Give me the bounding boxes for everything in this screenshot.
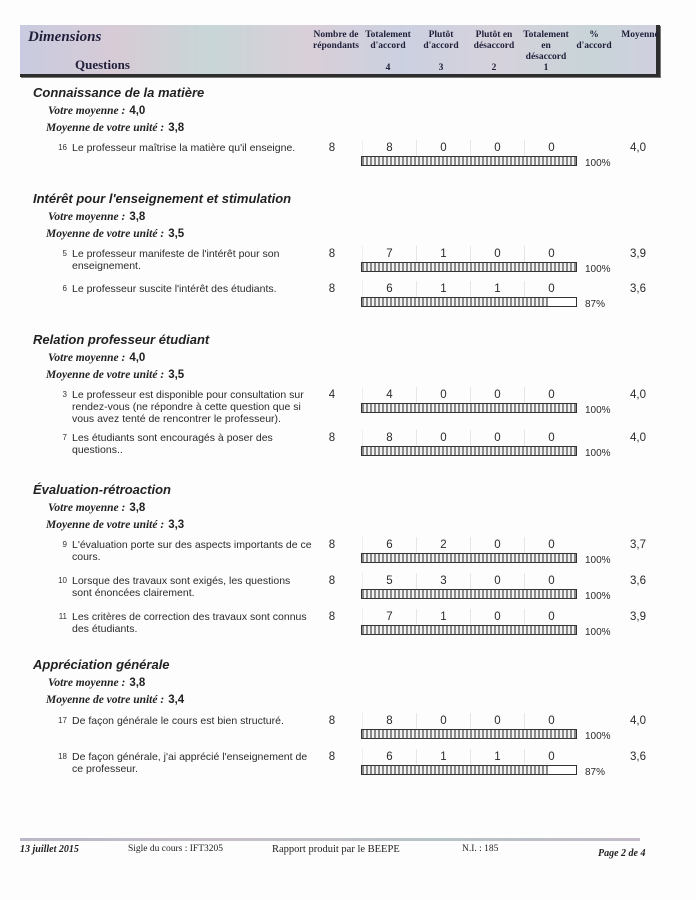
agreement-pct: 100% <box>585 627 611 638</box>
your-average-value: 4,0 <box>129 105 146 117</box>
section-title: Intérêt pour l'enseignement et stimulation <box>33 191 292 206</box>
count-4: 7 <box>362 609 416 625</box>
count-2: 0 <box>470 713 524 729</box>
question-number: 7 <box>62 433 67 442</box>
question-text: De façon générale le cours est bien structuré. <box>72 715 284 727</box>
col-rather-agree: Plutôt d'accord <box>423 30 459 51</box>
count-3: 0 <box>416 387 470 403</box>
agreement-pct: 100% <box>585 591 611 602</box>
count-3: 1 <box>416 281 470 297</box>
your-average-value: 3,8 <box>129 502 146 514</box>
question-number: 18 <box>58 752 67 761</box>
unit-average-value: 3,5 <box>168 228 185 240</box>
count-1: 0 <box>524 749 578 765</box>
count-3: 1 <box>416 246 470 262</box>
count-3: 0 <box>416 140 470 156</box>
count-3: 1 <box>416 749 470 765</box>
section-title: Appréciation générale <box>33 657 170 672</box>
your-average <box>48 677 145 689</box>
count-2: 0 <box>470 573 524 589</box>
agreement-bar <box>361 589 577 599</box>
agreement-bar-fill <box>362 626 576 634</box>
count-1: 0 <box>524 609 578 625</box>
response-counts <box>362 609 578 625</box>
unit-average-label: Moyenne de votre unité : <box>46 519 165 531</box>
count-3: 3 <box>416 573 470 589</box>
count-3: 2 <box>416 537 470 553</box>
respondents-count: 8 <box>328 539 336 551</box>
question-text: L'évaluation porte sur des aspects importants de ce cours. <box>72 539 312 563</box>
question-mean: 4,0 <box>630 715 646 727</box>
count-3: 1 <box>416 609 470 625</box>
unit-average-label: Moyenne de votre unité : <box>46 122 165 134</box>
count-1: 0 <box>524 573 578 589</box>
count-1: 0 <box>524 713 578 729</box>
count-2: 0 <box>470 246 524 262</box>
question-text: Le professeur suscite l'intérêt des étudiants. <box>72 283 277 295</box>
agreement-pct: 100% <box>585 264 611 275</box>
agreement-bar-fill <box>362 404 576 412</box>
question-text: De façon générale, j'ai apprécié l'enseignement de ce professeur. <box>72 751 308 775</box>
footer-produced-by: Rapport produit par le BEEPE <box>272 844 400 855</box>
agreement-pct: 87% <box>585 299 606 310</box>
question-mean: 4,0 <box>630 142 646 154</box>
agreement-bar-fill <box>362 554 576 562</box>
question-mean: 4,0 <box>630 389 646 401</box>
footer-ni: N.I. : 185 <box>462 844 499 854</box>
respondents-count: 8 <box>328 283 336 295</box>
response-counts <box>362 140 578 156</box>
agreement-pct: 87% <box>585 767 606 778</box>
question-text: Le professeur manifeste de l'intérêt pour son enseignement. <box>72 248 280 272</box>
unit-average-value: 3,8 <box>168 122 185 134</box>
unit-average <box>46 694 184 706</box>
col-rather-disagree: Plutôt en désaccord <box>473 30 515 51</box>
question-number: 16 <box>58 143 67 152</box>
response-counts <box>362 246 578 262</box>
agreement-bar <box>361 625 577 635</box>
footer-date: 13 juillet 2015 <box>20 844 79 855</box>
your-average-label: Votre moyenne : <box>48 211 126 223</box>
question-mean: 3,6 <box>630 283 646 295</box>
your-average-label: Votre moyenne : <box>48 502 126 514</box>
question-number: 6 <box>62 284 67 293</box>
question-text: Lorsque des travaux sont exigés, les questions sont énoncées clairement. <box>72 575 291 599</box>
footer-divider <box>20 838 640 841</box>
respondents-count: 8 <box>328 248 336 260</box>
scale-1: 1 <box>543 63 549 73</box>
count-1: 0 <box>524 281 578 297</box>
count-2: 0 <box>470 609 524 625</box>
respondents-count: 4 <box>328 389 336 401</box>
unit-average-label: Moyenne de votre unité : <box>46 369 165 381</box>
agreement-bar-fill <box>362 263 576 271</box>
unit-average <box>46 228 184 240</box>
response-counts <box>362 387 578 403</box>
your-average <box>48 502 145 514</box>
count-3: 0 <box>416 713 470 729</box>
your-average <box>48 352 145 364</box>
unit-average-value: 3,3 <box>168 519 185 531</box>
respondents-count: 8 <box>328 575 336 587</box>
dimensions-label: Dimensions <box>28 29 102 45</box>
agreement-bar-fill <box>362 447 576 455</box>
response-counts <box>362 573 578 589</box>
agreement-pct: 100% <box>585 555 611 566</box>
unit-average-label: Moyenne de votre unité : <box>46 694 165 706</box>
count-1: 0 <box>524 140 578 156</box>
count-4: 6 <box>362 537 416 553</box>
col-mean: Moyenne <box>621 30 659 40</box>
your-average-value: 4,0 <box>129 352 146 364</box>
agreement-bar <box>361 446 577 456</box>
count-2: 0 <box>470 387 524 403</box>
count-4: 8 <box>362 430 416 446</box>
agreement-bar <box>361 729 577 739</box>
question-mean: 3,9 <box>630 611 646 623</box>
agreement-bar-fill <box>362 730 576 738</box>
agreement-bar-fill <box>362 590 576 598</box>
section-title: Relation professeur étudiant <box>33 332 210 347</box>
agreement-bar-fill <box>362 766 548 774</box>
count-1: 0 <box>524 246 578 262</box>
agreement-pct: 100% <box>585 731 611 742</box>
count-2: 0 <box>470 140 524 156</box>
footer-page-number: Page 2 de 4 <box>598 848 646 859</box>
your-average-label: Votre moyenne : <box>48 352 126 364</box>
count-4: 8 <box>362 713 416 729</box>
respondents-count: 8 <box>328 751 336 763</box>
response-counts <box>362 749 578 765</box>
your-average-label: Votre moyenne : <box>48 105 126 117</box>
questions-label: Questions <box>75 57 130 72</box>
unit-average <box>46 122 184 134</box>
scale-4: 4 <box>385 63 391 73</box>
your-average-value: 3,8 <box>129 211 146 223</box>
question-text: Le professeur est disponible pour consultation sur rendez-vous (ne répondre à cette question que si vous avez tenté de rencontrer le professeur). <box>72 389 304 425</box>
agreement-bar-fill <box>362 298 548 306</box>
agreement-pct: 100% <box>585 158 611 169</box>
response-counts <box>362 281 578 297</box>
agreement-bar-fill <box>362 157 576 165</box>
count-1: 0 <box>524 387 578 403</box>
table-header <box>20 25 660 77</box>
agreement-bar <box>361 403 577 413</box>
count-2: 0 <box>470 430 524 446</box>
agreement-bar <box>361 765 577 775</box>
col-respondents: Nombre de répondants <box>313 30 359 51</box>
question-number: 17 <box>58 716 67 725</box>
count-4: 8 <box>362 140 416 156</box>
respondents-count: 8 <box>328 142 336 154</box>
unit-average <box>46 519 184 531</box>
question-mean: 3,7 <box>630 539 646 551</box>
question-text: Les critères de correction des travaux sont connus des étudiants. <box>72 611 307 635</box>
count-4: 4 <box>362 387 416 403</box>
agreement-pct: 100% <box>585 405 611 416</box>
count-3: 0 <box>416 430 470 446</box>
question-mean: 4,0 <box>630 432 646 444</box>
response-counts <box>362 713 578 729</box>
respondents-count: 8 <box>328 611 336 623</box>
your-average-label: Votre moyenne : <box>48 677 126 689</box>
question-mean: 3,6 <box>630 575 646 587</box>
response-counts <box>362 430 578 446</box>
count-4: 6 <box>362 281 416 297</box>
question-number: 5 <box>62 249 67 258</box>
agreement-pct: 100% <box>585 448 611 459</box>
your-average-value: 3,8 <box>129 677 146 689</box>
count-2: 1 <box>470 281 524 297</box>
unit-average <box>46 369 184 381</box>
respondents-count: 8 <box>328 432 336 444</box>
agreement-bar <box>361 297 577 307</box>
scale-2: 2 <box>491 63 497 73</box>
unit-average-label: Moyenne de votre unité : <box>46 228 165 240</box>
agreement-bar <box>361 262 577 272</box>
count-1: 0 <box>524 537 578 553</box>
count-4: 7 <box>362 246 416 262</box>
count-2: 1 <box>470 749 524 765</box>
question-number: 3 <box>62 390 67 399</box>
question-number: 9 <box>62 540 67 549</box>
footer-course-code: Sigle du cours : IFT3205 <box>128 844 223 854</box>
question-mean: 3,9 <box>630 248 646 260</box>
col-totally-disagree: Totalement en désaccord <box>523 30 569 62</box>
unit-average-value: 3,5 <box>168 369 185 381</box>
col-totally-agree: Totalement d'accord <box>365 30 411 51</box>
section-title: Évaluation-rétroaction <box>33 482 171 497</box>
response-counts <box>362 537 578 553</box>
question-text: Les étudiants sont encouragés à poser des questions.. <box>72 432 273 456</box>
section-title: Connaissance de la matière <box>33 85 205 100</box>
question-number: 11 <box>58 612 67 621</box>
question-text: Le professeur maîtrise la matière qu'il enseigne. <box>72 142 296 154</box>
col-pct-agree: % d'accord <box>576 30 612 51</box>
agreement-bar <box>361 156 577 166</box>
unit-average-value: 3,4 <box>168 694 185 706</box>
count-1: 0 <box>524 430 578 446</box>
question-mean: 3,6 <box>630 751 646 763</box>
scale-3: 3 <box>438 63 444 73</box>
count-4: 5 <box>362 573 416 589</box>
your-average <box>48 105 145 117</box>
respondents-count: 8 <box>328 715 336 727</box>
count-4: 6 <box>362 749 416 765</box>
count-2: 0 <box>470 537 524 553</box>
your-average <box>48 211 145 223</box>
agreement-bar <box>361 553 577 563</box>
question-number: 10 <box>58 576 67 585</box>
